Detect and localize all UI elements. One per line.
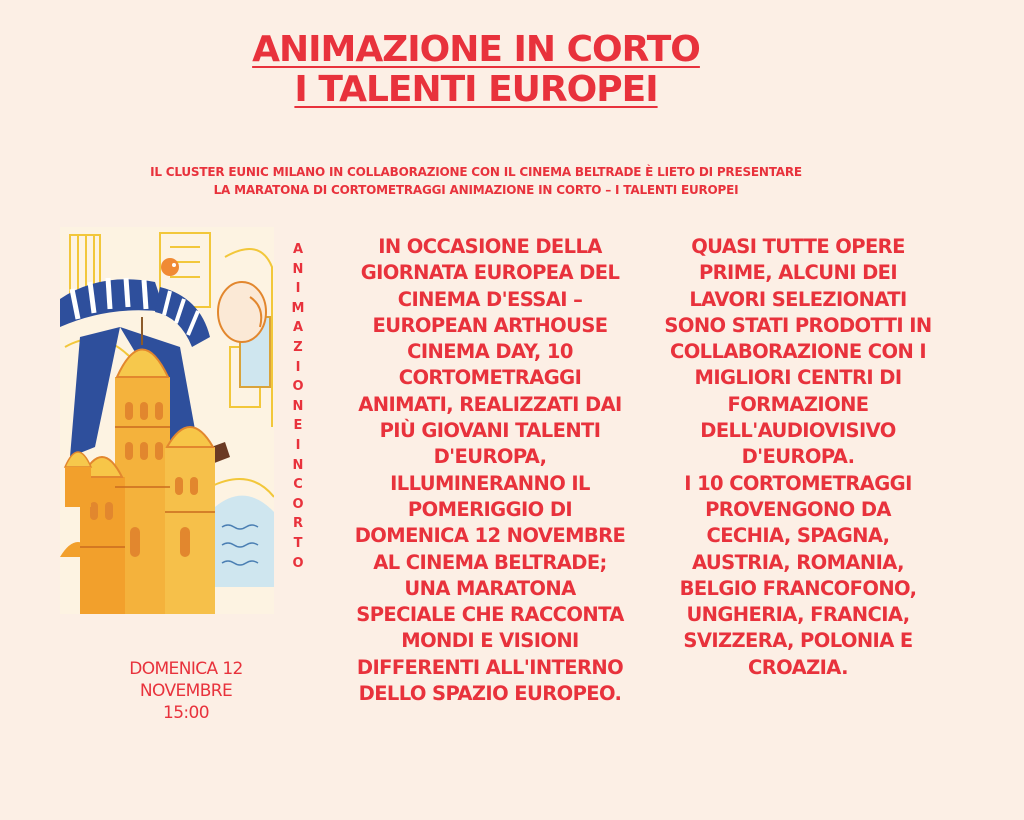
page-title [0,30,952,110]
subtitle-line-1: IL CLUSTER EUNIC MILANO IN COLLABORAZIONE CON IL CINEMA BELTRADE È LIETO DI PRESENTARE [150,165,802,179]
description-left-text: IN OCCASIONE DELLA GIORNATA EUROPEA DEL CINEMA D'ESSAI – EUROPEAN ARTHOUSE CINEMA DAY, 10 CORTOMETRAGGI ANIMATI, REALIZZATI DAI PIÙ GIOVANI TALENTI D'EUROPA, ILLUMINERANNO IL POMERIGGIO DI DOMENICA 12 NOVEMBRE AL CINEMA BELTRADE; UNA MARATONA SPECIALE CHE RACCONTA MONDI E VISIONI DIFFERENTI ALL'INTERNO DELLO SPAZIO EUROPEO. [354,235,626,706]
vertical-label-letter: O [292,379,304,395]
title-line-1: ANIMAZIONE IN CORTO [252,29,700,70]
description-left [352,234,628,707]
vertical-label-letter: I [295,359,301,375]
vertical-label-letter: I [295,281,301,297]
subtitle [0,163,952,199]
vertical-label-letter: E [293,418,303,434]
description-right [660,234,936,681]
vertical-label-letter: T [293,535,303,551]
vertical-label [290,240,306,573]
vertical-label-letter: A [292,242,304,257]
vertical-label-letter: O [292,555,304,571]
vertical-label-letter: Z [293,339,303,355]
event-time: 15:00 [163,703,209,723]
event-date-time [86,658,286,724]
vertical-label-letter: N [292,457,304,473]
event-month: NOVEMBRE [139,681,233,701]
description-right-paragraph-2: I 10 CORTOMETRAGGI PROVENGONO DA CECHIA, SPAGNA, AUSTRIA, ROMANIA, BELGIO FRANCOFONO, UNGHERIA, FRANCIA, SVIZZERA, POLONIA E CROAZIA. [679,471,917,679]
vertical-label-letter: I [295,437,301,453]
event-day: DOMENICA 12 [129,659,243,679]
vertical-label-letter: M [291,300,305,316]
vertical-label-letter: C [293,477,303,493]
vertical-label-letter: R [292,516,303,532]
subtitle-line-2: LA MARATONA DI CORTOMETRAGGI ANIMAZIONE IN CORTO – I TALENTI EUROPEI [213,183,739,197]
vertical-label-letter: N [292,261,304,277]
vertical-label-letter: N [292,398,304,414]
vertical-label-letter: A [292,320,304,336]
vertical-label-letter: O [292,496,304,512]
description-right-paragraph-1: QUASI TUTTE OPERE PRIME, ALCUNI DEI LAVORI SELEZIONATI SONO STATI PRODOTTI IN COLLABORAZIONE CON I MIGLIORI CENTRI DI FORMAZIONE DELL'AUDIOVISIVO D'EUROPA. [664,235,932,469]
title-line-2: I TALENTI EUROPEI [294,69,658,110]
poster-illustration [60,227,274,614]
